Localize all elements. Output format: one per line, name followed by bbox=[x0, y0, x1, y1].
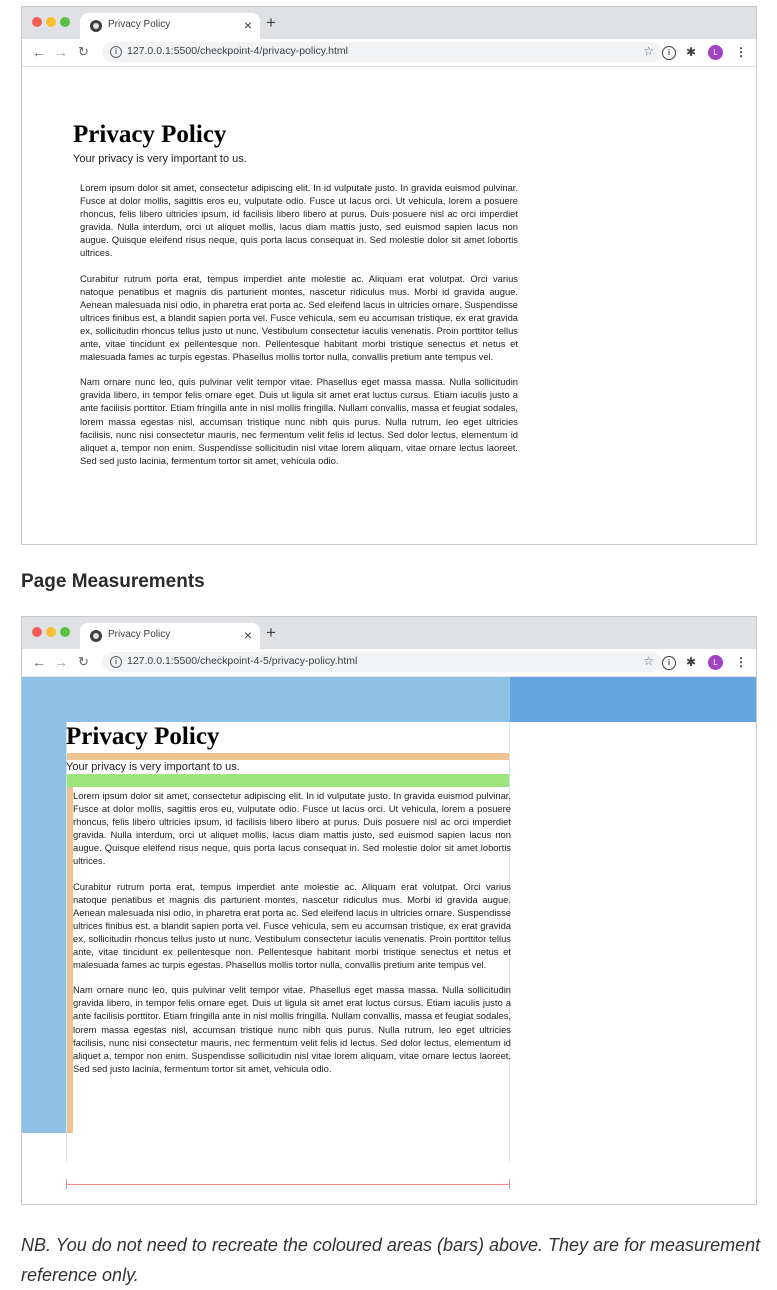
browser-window-measurements bbox=[21, 616, 757, 1205]
forward-arrow-icon[interactable]: → bbox=[54, 654, 68, 670]
page-content bbox=[66, 722, 511, 1087]
page-title: Privacy Policy bbox=[66, 723, 220, 750]
kebab-menu-icon[interactable]: ⋮ bbox=[735, 655, 747, 669]
info-icon[interactable]: i bbox=[110, 656, 122, 668]
paragraph: Lorem ipsum dolor sit amet, consectetur adipiscing elit. In id vulputate justo. In gravida euismod pulvinar. Fusce at dolor mollis, sagittis eros eu, vulputate odio. Fusce ut lacus orci. Ut vehicula, lorem a posuere rhoncus, felis libero ultricies ipsum, id facilisis libero libero at purus. Duis posuere nisl ac orci imperdiet gravida. Nulla interdum, orci ut aliquet mollis, lacus diam mattis justo, sed euismod sapien lacus non augue. Quisque eleifend risus neque, quis porta lacus consequat in. Sed molestie dolor sit amet lobortis ultrices. bbox=[80, 182, 518, 259]
page-subtitle: Your privacy is very important to us. bbox=[73, 153, 247, 165]
puzzle-icon[interactable]: ✱ bbox=[686, 655, 697, 669]
back-arrow-icon[interactable]: ← bbox=[32, 44, 46, 60]
paragraph: Nam ornare nunc leo, quis pulvinar velit tempor vitae. Phasellus eget massa massa. Nulla sollicitudin gravida libero, in tempor felis ornare eget. Duis ut ligula sit amet erat luctus cursus. Etiam iaculis justo a ante facilisis porttitor. Etiam fringilla ante in nisl mollis fringilla. Nullam convallis, massa et feugiat sodales, lorem massa egestas nisl, accumsan tristique nunc nibh quis purus. Nulla rutrum, leo eget ultricies facilisis, nunc nisi consectetur mauris, nec fermentum velit felis id lectus. Sed dolor lectus, elementum id aliquet a, tempor non enim. Suspendisse sollicitudin nisl vitae lorem aliquam, vitae ornare lectus laoreet. Sed sed justo lacinia, fermentum tortor sit amet, vehicula odio. bbox=[73, 984, 511, 1074]
section-heading: Page Measurements bbox=[21, 571, 205, 592]
measure-tick-left bbox=[66, 1179, 67, 1189]
tab-privacy-policy[interactable] bbox=[80, 13, 260, 39]
page-viewport bbox=[22, 67, 756, 544]
avatar[interactable]: L bbox=[708, 45, 723, 60]
minimize-window-button[interactable] bbox=[46, 17, 56, 27]
page-viewport bbox=[22, 677, 756, 1204]
bookmark-star-icon[interactable]: ☆ bbox=[643, 44, 654, 58]
address-bar[interactable] bbox=[102, 42, 662, 62]
close-window-button[interactable] bbox=[32, 627, 42, 637]
browser-window-final bbox=[21, 6, 757, 545]
maximize-window-button[interactable] bbox=[60, 17, 70, 27]
maximize-window-button[interactable] bbox=[60, 627, 70, 637]
address-bar[interactable] bbox=[102, 652, 662, 672]
tab-privacy-policy[interactable] bbox=[80, 623, 260, 649]
page-title: Privacy Policy bbox=[73, 121, 227, 148]
measure-bar-left-margin bbox=[22, 677, 66, 1133]
tab-title: Privacy Policy bbox=[108, 629, 171, 640]
extension-icon[interactable]: i bbox=[662, 46, 676, 60]
kebab-menu-icon[interactable]: ⋮ bbox=[735, 45, 747, 59]
forward-arrow-icon[interactable]: → bbox=[54, 44, 68, 60]
width-measure-line bbox=[66, 1179, 510, 1189]
reload-icon[interactable]: ↻ bbox=[78, 654, 89, 669]
url-text[interactable]: 127.0.0.1:5500/checkpoint-4-5/privacy-policy.html bbox=[127, 655, 358, 667]
page-body bbox=[73, 181, 518, 467]
paragraph: Curabitur rutrum porta erat, tempus imperdiet ante molestie ac. Aliquam erat volutpat. Orci varius natoque penatibus et magnis dis parturient montes, nascetur ridiculus mus. Morbi id gravida augue. Aenean malesuada nisi odio, in pharetra erat porta ac. Sed eleifend lacus in ultricies ornare. Suspendisse ultrices finibus est, a blandit sapien porta vel. Fusce vehicula, sem eu accumsan tristique, ex erat gravida ex, sollicitudin rhoncus tellus justo ut nunc. Vestibulum consectetur iaculis venenatis. Proin porttitor tellus ante, vitae tincidunt ex pellentesque non. Pellentesque habitant morbi tristique senectus et netus et malesuada fames ac turpis egestas. Phasellus mollis tortor nulla, convallis pretium ante tempus vel. bbox=[80, 272, 518, 363]
new-tab-button[interactable]: + bbox=[266, 623, 276, 642]
avatar[interactable]: L bbox=[708, 655, 723, 670]
footnote: NB. You do not need to recreate the coloured areas (bars) above. They are for measurement reference only. bbox=[21, 1235, 761, 1285]
paragraph: Nam ornare nunc leo, quis pulvinar velit tempor vitae. Phasellus eget massa massa. Nulla sollicitudin gravida libero, in tempor felis ornare eget. Duis ut ligula sit amet erat luctus cursus. Etiam iaculis justo a ante facilisis porttitor. Etiam fringilla ante in nisl mollis fringilla. Nullam convallis, massa et feugiat sodales, lorem massa egestas nisl, accumsan tristique nunc nibh quis purus. Nulla rutrum, leo eget ultricies facilisis, nunc nisi consectetur mauris, nec fermentum velit felis id lectus. Sed dolor lectus, elementum id aliquet a, tempor non enim. Suspendisse sollicitudin nisl vitae lorem aliquam, vitae ornare lectus laoreet. Sed sed justo lacinia, fermentum tortor sit amet, vehicula odio. bbox=[80, 376, 518, 466]
tab-strip bbox=[22, 617, 756, 649]
globe-icon bbox=[90, 20, 102, 32]
bookmark-star-icon[interactable]: ☆ bbox=[643, 654, 654, 668]
measure-tick-right bbox=[509, 1179, 510, 1189]
page-content bbox=[73, 120, 518, 479]
tab-close-icon[interactable]: × bbox=[243, 627, 252, 643]
back-arrow-icon[interactable]: ← bbox=[32, 654, 46, 670]
paragraph: Curabitur rutrum porta erat, tempus imperdiet ante molestie ac. Aliquam erat volutpat. Orci varius natoque penatibus et magnis dis parturient montes, nascetur ridiculus mus. Morbi id gravida augue. Aenean malesuada nisi odio, in pharetra erat porta ac. Sed eleifend lacus in ultricies ornare. Suspendisse ultrices finibus est, a blandit sapien porta vel. Fusce vehicula, sem eu accumsan tristique, ex erat gravida ex, sollicitudin rhoncus tellus justo ut nunc. Vestibulum consectetur iaculis venenatis. Proin porttitor tellus ante, vitae tincidunt ex pellentesque non. Pellentesque habitant morbi tristique senectus et netus et malesuada fames ac turpis egestas. Phasellus mollis tortor nulla, convallis pretium ante tempus vel. bbox=[73, 880, 511, 971]
globe-icon bbox=[90, 630, 102, 642]
measure-line bbox=[66, 1184, 510, 1185]
new-tab-button[interactable]: + bbox=[266, 13, 276, 32]
close-window-button[interactable] bbox=[32, 17, 42, 27]
minimize-window-button[interactable] bbox=[46, 627, 56, 637]
measure-bar-top-margin bbox=[22, 677, 510, 722]
reload-icon[interactable]: ↻ bbox=[78, 44, 89, 59]
extension-icon[interactable]: i bbox=[662, 656, 676, 670]
info-icon[interactable]: i bbox=[110, 46, 122, 58]
browser-toolbar bbox=[22, 649, 756, 677]
paragraph: Lorem ipsum dolor sit amet, consectetur adipiscing elit. In id vulputate justo. In gravida euismod pulvinar. Fusce at dolor mollis, sagittis eros eu, vulputate odio. Fusce ut lacus orci. Ut vehicula, lorem a posuere rhoncus, felis libero ultricies ipsum, id facilisis libero libero at purus. Duis posuere nisl ac orci imperdiet gravida. Nulla interdum, orci ut aliquet mollis, lacus diam mattis justo, sed euismod sapien lacus non augue. Quisque eleifend risus neque, quis porta lacus consequat in. Sed molestie dolor sit amet lobortis ultrices. bbox=[73, 790, 511, 867]
tab-strip bbox=[22, 7, 756, 39]
tab-close-icon[interactable]: × bbox=[243, 17, 252, 33]
measure-bar-top-right bbox=[510, 677, 757, 722]
tab-title: Privacy Policy bbox=[108, 19, 171, 30]
page-subtitle: Your privacy is very important to us. bbox=[66, 761, 240, 773]
browser-toolbar bbox=[22, 39, 756, 67]
url-text[interactable]: 127.0.0.1:5500/checkpoint-4/privacy-policy.html bbox=[127, 45, 349, 57]
page-body bbox=[66, 789, 511, 1075]
puzzle-icon[interactable]: ✱ bbox=[686, 45, 697, 59]
